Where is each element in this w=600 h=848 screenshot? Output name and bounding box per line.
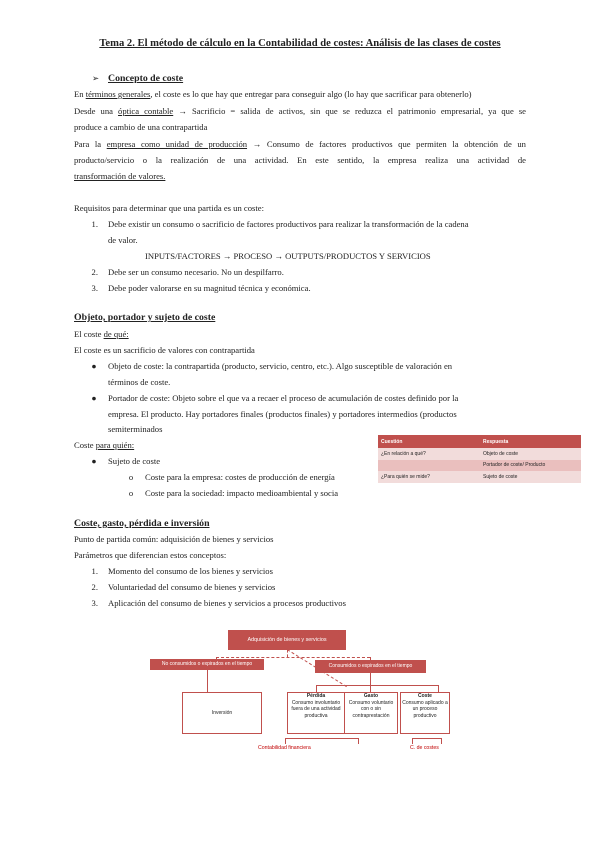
requisitos-intro: Requisitos para determinar que una partida es un coste:	[74, 203, 264, 213]
inversion-label: Inversión	[211, 710, 233, 716]
list-number: 2.	[91, 582, 98, 592]
table-cell: Sujeto de coste	[480, 471, 581, 483]
coste-de-que: El coste de qué:	[74, 329, 129, 339]
table-header: Cuestión	[378, 435, 480, 448]
diagram-inversion	[182, 692, 262, 734]
connector	[441, 738, 442, 744]
bullet-portador-cont2: semiterminados	[108, 424, 163, 434]
bullet-objeto: Objeto de coste: la contrapartida (producto, servicio, centro, etc.). Algo susceptible de valoración en	[108, 361, 453, 371]
connector	[370, 673, 371, 685]
perdida-title: Pérdida	[306, 693, 326, 699]
table-cell: Portador de coste/ Producto	[480, 460, 581, 472]
connector	[287, 650, 288, 657]
list-item: Momento del consumo de los bienes y servicios	[108, 566, 273, 576]
bullet-portador: Portador de coste: Objeto sobre el que va a recaer el proceso de acumulación de costes definido por la	[108, 393, 459, 403]
heading-marker: ➢	[92, 73, 100, 83]
connector	[412, 738, 442, 739]
section-heading-objeto: Objeto, portador y sujeto de coste	[74, 312, 216, 323]
table-cell: ¿Para quién se mide?	[378, 471, 480, 483]
table-cell: Objeto de coste	[480, 448, 581, 460]
connector	[207, 670, 208, 692]
list-item: Debe existir un consumo o sacrificio de factores productivos para realizar la transformación de la cadena	[108, 219, 469, 229]
label-contabilidad-costes: C. de costes	[410, 745, 439, 751]
section-heading-coste-gasto: Coste, gasto, pérdida e inversión	[74, 518, 210, 529]
table-header-row	[378, 435, 581, 448]
diagram-consumed: Consumidos o expirados en el tiempo	[315, 660, 426, 673]
bullet-objeto-cont: términos de coste.	[108, 377, 171, 387]
list-item: Voluntariedad del consumo de bienes y servicios	[108, 582, 276, 592]
list-item-cont: de valor.	[108, 235, 138, 245]
bullet-icon: ●	[91, 393, 97, 403]
coste-title: Coste	[418, 693, 432, 699]
diagram-gasto	[344, 692, 398, 734]
circle-bullet-icon: o	[128, 488, 134, 498]
cgp-params: Parámetros que diferencian estos conceptos:	[74, 550, 227, 560]
bullet-icon: ●	[91, 456, 97, 466]
coste-para-quien: Coste para quién:	[74, 440, 135, 450]
list-item: Aplicación del consumo de bienes y servicios a procesos productivos	[108, 598, 346, 608]
connector	[216, 657, 370, 658]
diagram-coste	[400, 692, 450, 734]
table-row	[378, 460, 581, 472]
list-item: Debe poder valorarse en su magnitud técnica y económica.	[108, 283, 311, 293]
page-title: Tema 2. El método de cálculo en la Contabilidad de costes: Análisis de las clases de costes	[99, 38, 501, 49]
bullet-portador-cont: empresa. El producto. Hay portadores finales (productos finales) y portadores intermedios (productos	[108, 409, 457, 419]
list-number: 2.	[91, 267, 98, 277]
diagram-root: Adquisición de bienes y servicios	[228, 630, 346, 650]
label-contabilidad-financiera: Contabilidad financiera	[258, 745, 311, 751]
diagram-perdida	[287, 692, 345, 734]
gasto-desc: Consumo voluntario con o sin contraprestación	[348, 699, 394, 719]
connector	[438, 685, 439, 692]
paragraph-empresa: Para la empresa como unidad de producción → Consumo de factores productivos que permiten la obtención de un	[74, 139, 526, 149]
table-cell	[378, 460, 480, 472]
list-number: 3.	[91, 283, 98, 293]
paragraph-empresa-line2: producto/servicio o la realización de una actividad. En este sentido, la empresa realiza una actividad de	[74, 155, 526, 165]
diagram-not-consumed: No consumidos o expirados en el tiempo	[150, 659, 264, 670]
paragraph-terminos: En términos generales, el coste es lo que hay que entregar para conseguir algo (lo hay que sacrificar para obtenerlo)	[74, 89, 472, 99]
connector	[285, 738, 359, 739]
connector	[358, 738, 359, 744]
list-number: 1.	[91, 566, 98, 576]
table-row	[378, 448, 581, 460]
coste-desc: Consumo aplicado a un proceso productivo	[402, 699, 448, 719]
list-item: Debe ser un consumo necesario. No un despilfarro.	[108, 267, 284, 277]
gasto-title: Gasto	[363, 693, 379, 699]
section-heading-concepto: Concepto de coste	[108, 73, 184, 84]
cgp-intro: Punto de partida común: adquisición de bienes y servicios	[74, 534, 274, 544]
paragraph-optica: Desde una óptica contable → Sacrificio = salida de activos, sin que se reduzca el patrimonio empresarial, ya que se	[74, 106, 526, 116]
coste-de-que-desc: El coste es un sacrificio de valores con contrapartida	[74, 345, 255, 355]
connector	[316, 685, 438, 686]
bullet-sujeto: Sujeto de coste	[108, 456, 161, 466]
perdida-desc: Consumo involuntario fuera de una actividad productiva	[291, 699, 341, 719]
bullet-icon: ●	[91, 361, 97, 371]
sub-item-sociedad: Coste para la sociedad: impacto medioambiental y socia	[145, 488, 339, 498]
list-number: 1.	[91, 219, 98, 229]
connector	[316, 685, 317, 692]
sub-item-empresa: Coste para la empresa: costes de producción de energía	[145, 472, 335, 482]
list-number: 3.	[91, 598, 98, 608]
circle-bullet-icon: o	[128, 472, 134, 482]
table-row	[378, 471, 581, 483]
table-header: Respuesta	[480, 435, 581, 448]
connector	[370, 685, 371, 692]
paragraph-empresa-line3: transformación de valores.	[74, 171, 166, 181]
table-cell: ¿En relación a qué?	[378, 448, 480, 460]
cost-questions-table	[378, 435, 581, 483]
flow-line: INPUTS/FACTORES → PROCESO → OUTPUTS/PRODUCTOS Y SERVICIOS	[145, 251, 431, 261]
paragraph-optica-line2: produce a cambio de una contrapartida	[74, 122, 208, 132]
